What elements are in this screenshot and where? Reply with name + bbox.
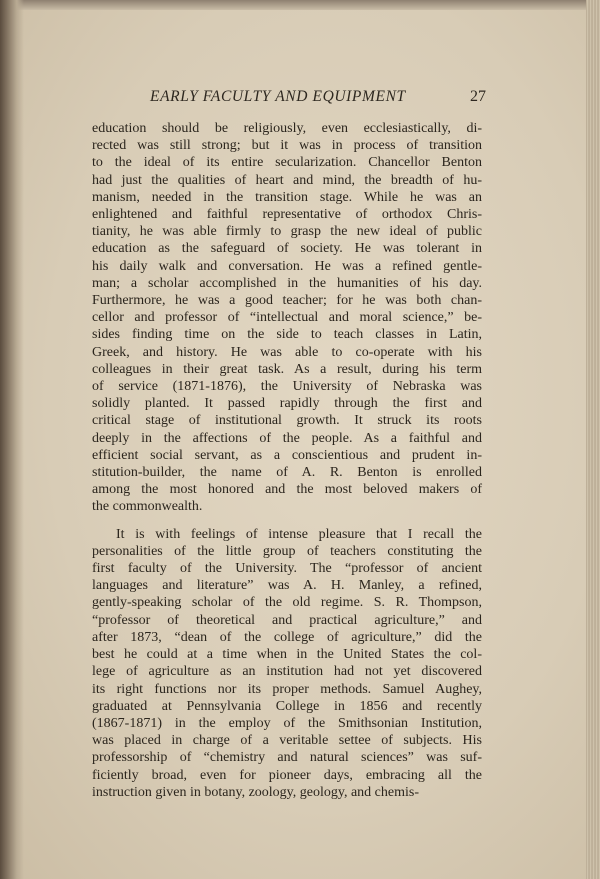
text-line: among the most honored and the most beloved makers of [92,482,482,498]
text-line: had just the qualities of heart and mind, the breadth of hu- [92,172,482,188]
text-line: gently-speaking scholar of the old regime. S. R. Thompson, [92,595,482,611]
text-line: deeply in the affections of the people. As a faithful and [92,430,482,446]
text-line: critical stage of institutional growth. It struck its roots [92,413,482,429]
text-line: languages and literature” was A. H. Manley, a refined, [92,578,482,594]
text-line: was placed in charge of a veritable settee of subjects. His [92,733,482,749]
text-line: solidly planted. It passed rapidly through the first and [92,396,482,412]
paragraph [92,120,482,516]
text-line: lege of agriculture as an institution had not yet discovered [92,664,482,680]
text-line: sides finding time on the side to teach classes in Latin, [92,327,482,343]
text-line: stitution-builder, the name of A. R. Benton is enrolled [92,465,482,481]
text-line: (1867-1871) in the employ of the Smithsonian Institution, [92,715,482,731]
text-line: best he could at a time when in the United States the col- [92,647,482,663]
text-line: the commonwealth. [92,499,203,515]
page-stack-edge [586,0,600,879]
text-line: education should be religiously, even ecclesiastically, di- [92,121,482,136]
text-line: first faculty of the University. The “professor of ancient [92,561,482,577]
body-text [92,120,482,801]
text-line: ficiently broad, even for pioneer days, embracing all the [92,767,482,783]
text-line: manism, needed in the transition stage. While he was an [92,189,482,205]
text-line: after 1873, “dean of the college of agriculture,” did the [92,629,482,645]
text-line: It is with feelings of intense pleasure that I recall the [116,526,482,542]
text-line: tianity, he was able firmly to grasp the new ideal of public [92,224,482,240]
text-line: Furthermore, he was a good teacher; for he was both chan- [92,293,482,309]
text-line: colleagues in their great task. As a result, during his term [92,361,482,377]
text-line: its right functions nor its proper methods. Samuel Aughey, [92,681,482,697]
text-line: personalities of the little group of teachers constituting the [92,543,482,559]
text-line: graduated at Pennsylvania College in 1856 and recently [92,698,482,714]
text-line: education as the safeguard of society. He was tolerant in [92,241,482,257]
book-binding-shadow [0,0,24,879]
page-number: 27 [470,88,486,105]
paragraph [92,526,482,801]
text-line: of service (1871-1876), the University of Nebraska was [92,379,482,395]
text-line: man; a scholar accomplished in the humanities of his day. [92,275,482,291]
text-line: to the ideal of its entire secularization. Chancellor Benton [92,155,482,171]
text-line: his daily walk and conversation. He was a refined gentle- [92,258,482,274]
text-line: enlightened and faithful representative of orthodox Chris- [92,207,482,223]
text-line: cellor and professor of “intellectual and moral science,” be- [92,310,482,326]
text-line: rected was still strong; but it was in process of transition [92,138,482,154]
text-line: efficient social servant, as a conscientious and prudent in- [92,447,482,463]
running-title: EARLY FACULTY AND EQUIPMENT [150,88,406,105]
text-line: “professor of theoretical and practical agriculture,” and [92,612,482,628]
running-header [150,88,486,110]
text-line: Greek, and history. He was able to co-operate with his [92,344,482,360]
text-line: professorship of “chemistry and natural sciences” was suf- [92,750,482,766]
text-line: instruction given in botany, zoology, geology, and chemis- [92,784,419,800]
page-top-edge [0,0,600,10]
